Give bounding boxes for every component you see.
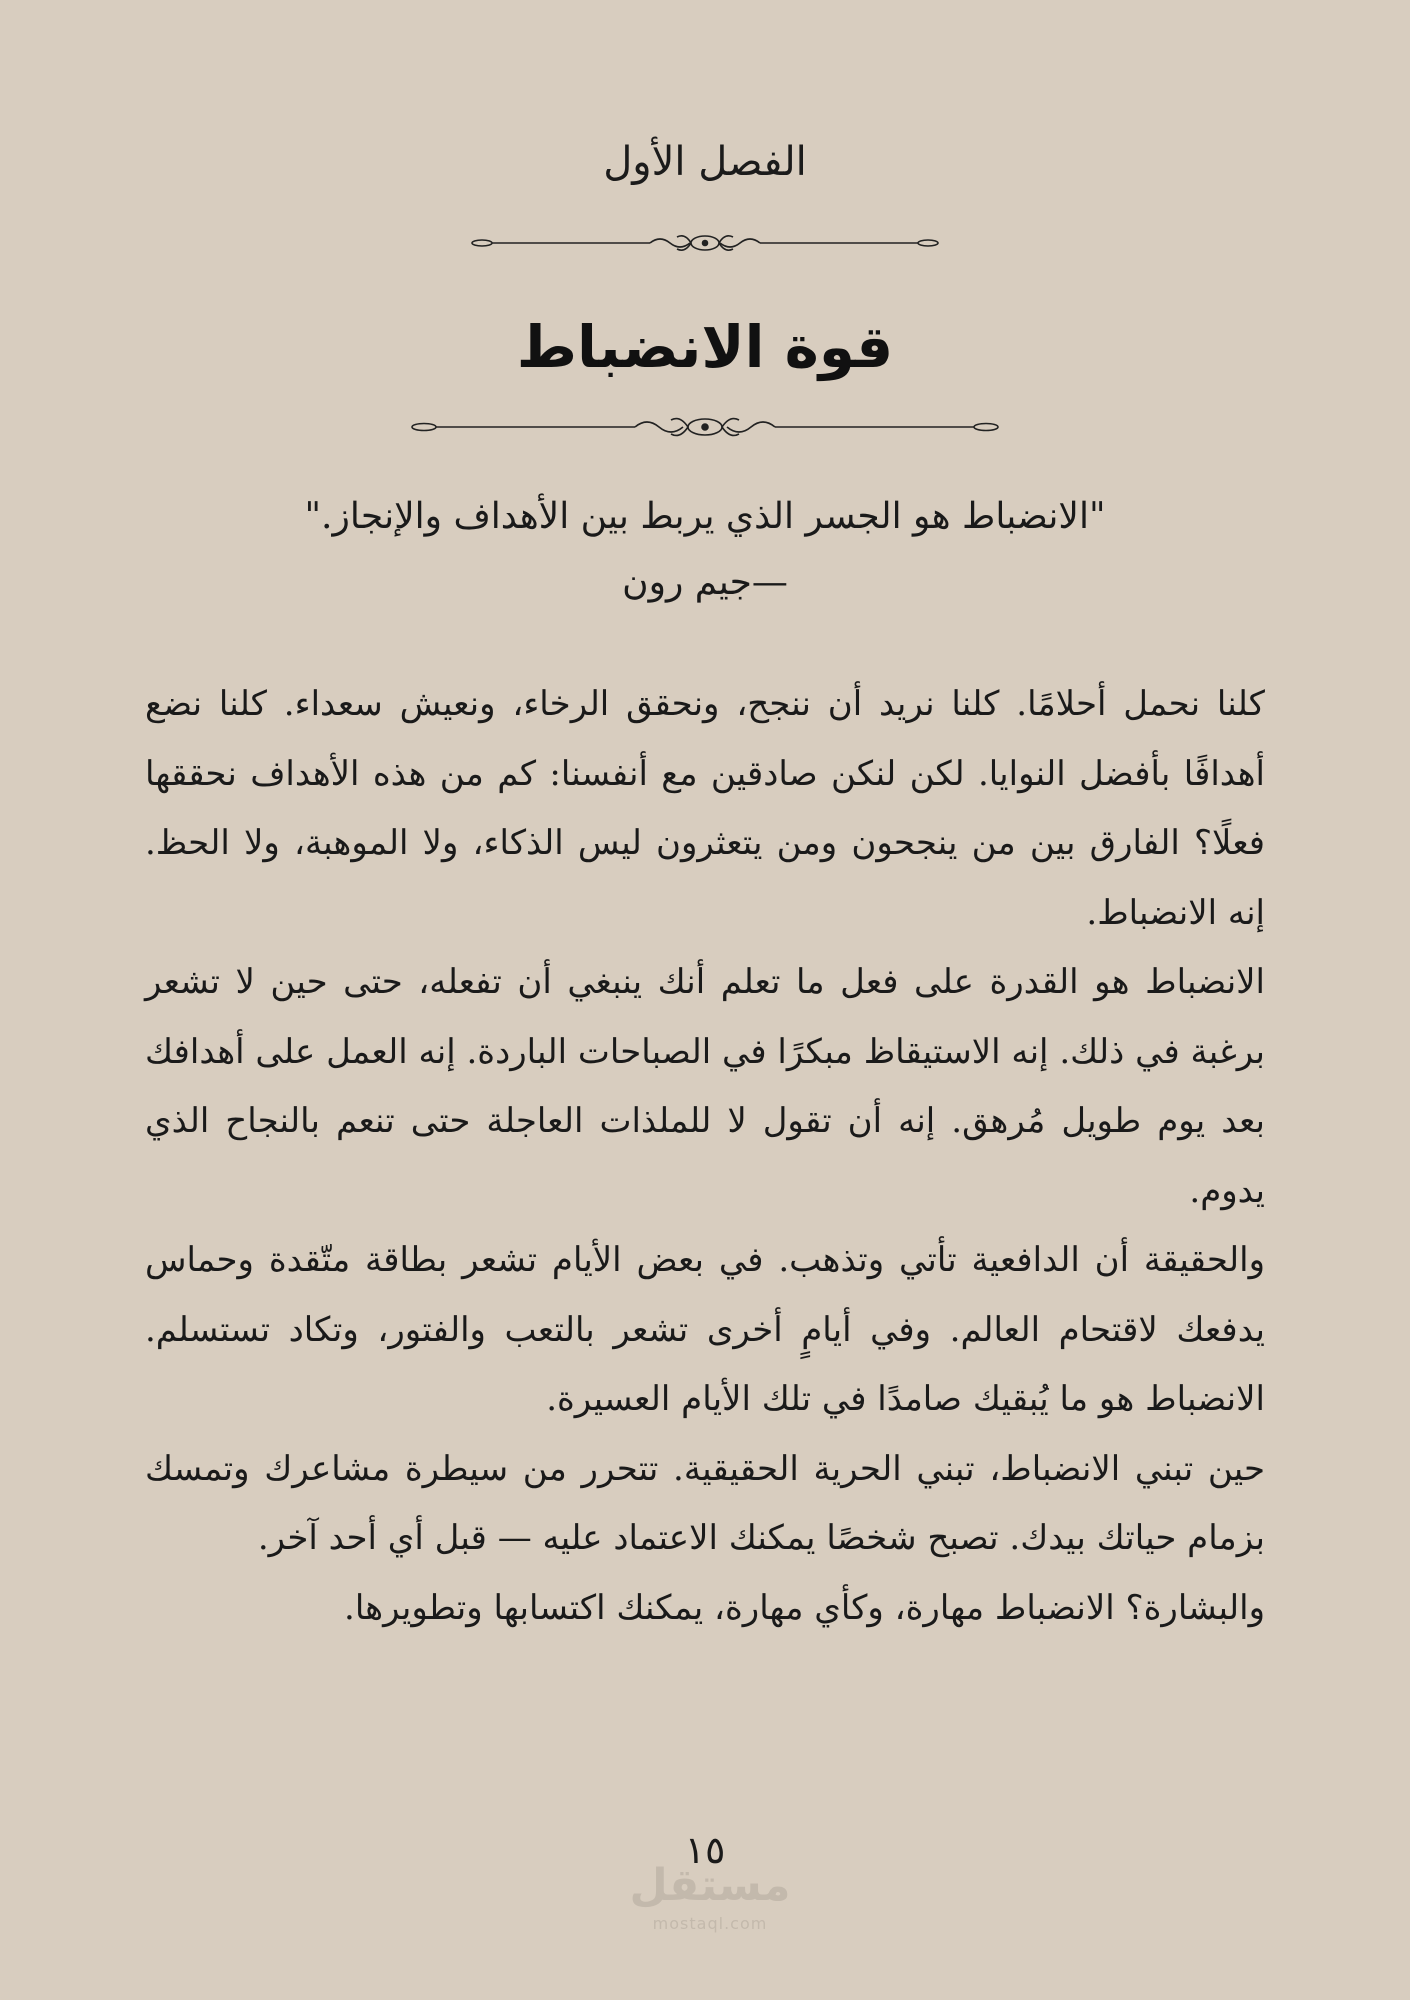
ornament-divider-icon [470,228,940,258]
chapter-title: قوة الانضباط [516,313,894,381]
page-number: ١٥ [684,1828,726,1872]
body-paragraph: والبشارة؟ الانضباط مهارة، وكأي مهارة، يمكنك اكتسابها وتطويرها. [344,1587,1265,1628]
ornament-divider-icon [410,410,1000,444]
body-paragraph: الانضباط هو القدرة على فعل ما تعلم أنك ينبغي أن تفعله، حتى حين لا تشعر برغبة في ذلك. إنه الاستيقاظ مبكرًا في الصباحات الباردة. إنه العمل على أهدافك بعد يوم طويل مُرهق. إنه أن تقول لا للملذات العاجلة حتى تنعم بالنجاح الذي يدوم. [145,962,1265,1211]
watermark-logo: مستقل [629,1860,791,1911]
watermark-url: mostaql.com [652,1914,768,1933]
body-paragraph: كلنا نحمل أحلامًا. كلنا نريد أن ننجح، ونحقق الرخاء، ونعيش سعداء. كلنا نضع أهدافًا بأفضل النوايا. لكن لنكن صادقين مع أنفسنا: كم من هذه الأهداف نحققها فعلًا؟ الفارق بين من ينجحون ومن يتعثرون ليس الذكاء، ولا الموهبة، ولا الحظ. إنه الانضباط. [145,684,1265,933]
ornament-divider-bottom [0,410,1410,448]
chapter-label: الفصل الأول [603,139,807,185]
epigraph-quote: "الانضباط هو الجسر الذي يربط بين الأهداف والإنجاز." [304,496,1106,537]
watermark [620,1858,800,1968]
epigraph [0,484,1410,616]
ornament-divider-top [0,228,1410,262]
chapter-body [145,670,1265,1643]
epigraph-author: —جيم رون [622,562,788,603]
body-paragraph: والحقيقة أن الدافعية تأتي وتذهب. في بعض الأيام تشعر بطاقة متّقدة وحماس يدفعك لاقتحام العالم. وفي أيامٍ أخرى تشعر بالتعب والفتور، وتكاد تستسلم. الانضباط هو ما يُبقيك صامدًا في تلك الأيام العسيرة. [145,1240,1265,1419]
body-paragraph: حين تبني الانضباط، تبني الحرية الحقيقية. تتحرر من سيطرة مشاعرك وتمسك بزمام حياتك بيدك. تصبح شخصًا يمكنك الاعتماد عليه — قبل أي أحد آخر. [145,1448,1265,1558]
